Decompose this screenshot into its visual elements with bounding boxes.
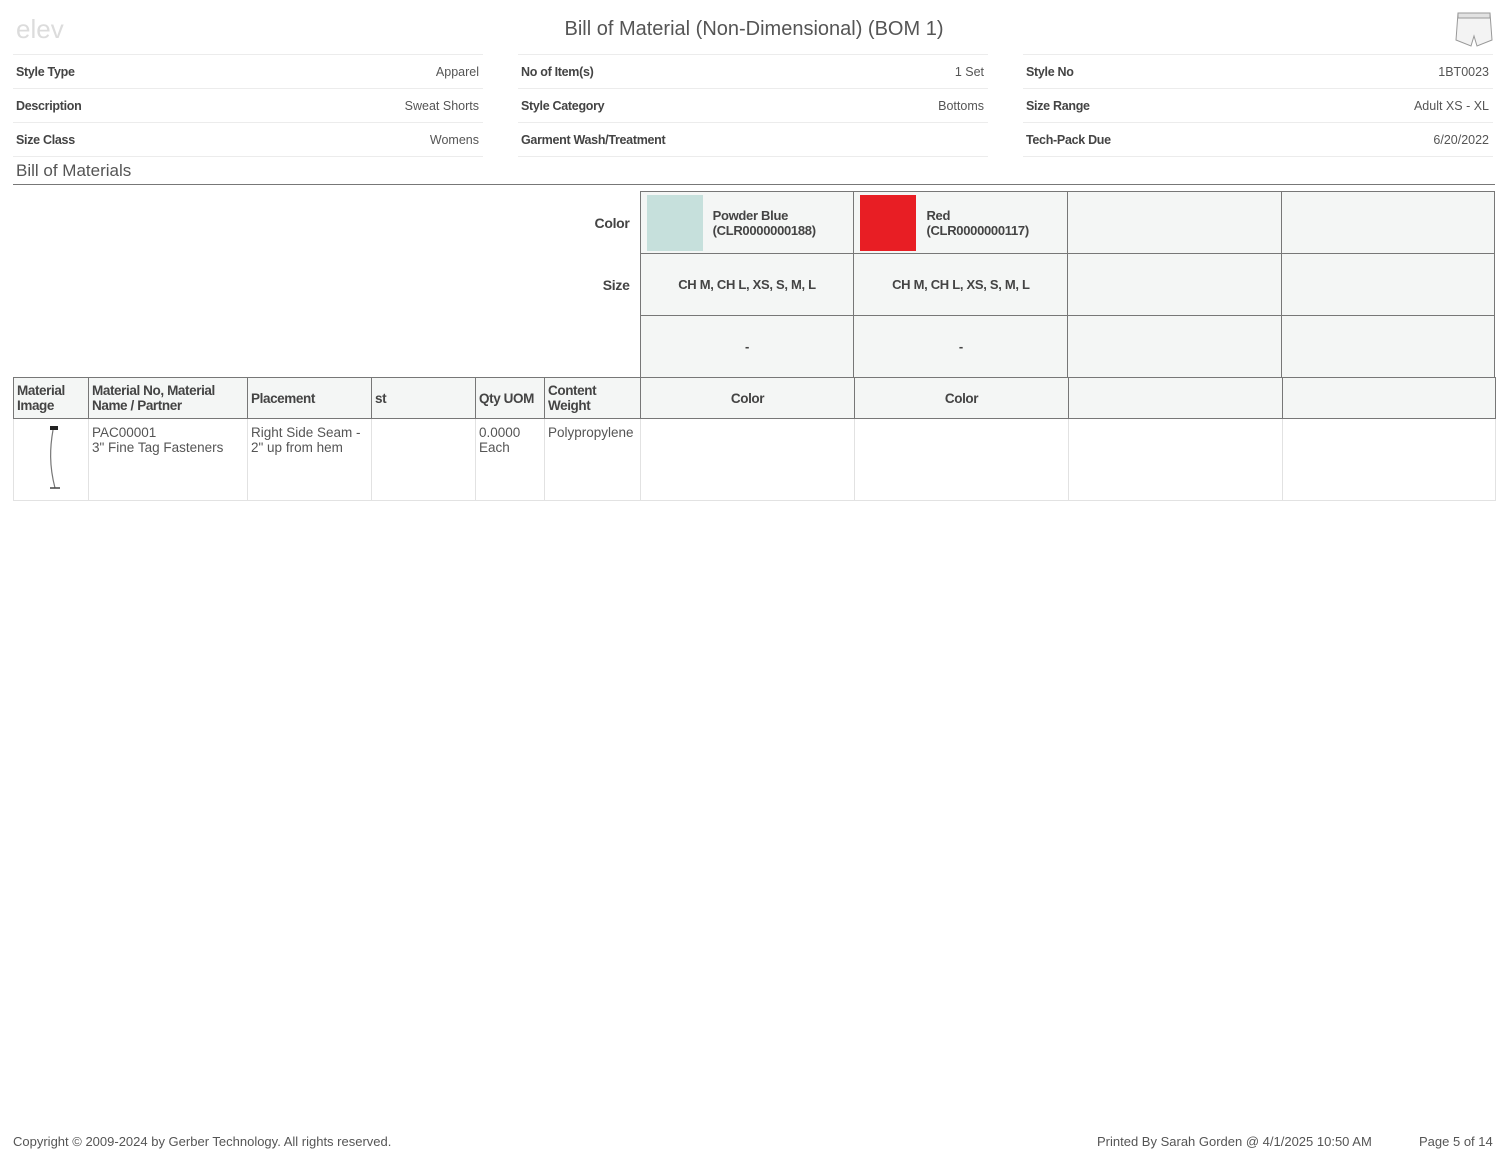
- empty-extra-cell: [1067, 315, 1281, 377]
- size-list: CH M, CH L, XS, S, M, L: [640, 253, 854, 315]
- material-image-cell: [14, 419, 89, 501]
- bom-table: [13, 377, 1496, 501]
- colorway-value-cell: [1283, 419, 1496, 501]
- meta-column-1: [13, 54, 483, 157]
- meta-value: Womens: [429, 132, 479, 147]
- material-no: PAC00001: [92, 425, 157, 440]
- header-content-weight: Content Weight: [545, 378, 641, 419]
- meta-row-style-category: [518, 88, 988, 122]
- header-material-image: Material Image: [14, 378, 89, 419]
- header-empty: [1069, 378, 1283, 419]
- logo-text: elev: [16, 14, 64, 44]
- meta-column-3: [1023, 54, 1493, 157]
- extra-row-label: [13, 315, 640, 377]
- colorway-red: [853, 191, 1067, 253]
- colorway-header: [13, 191, 1495, 377]
- section-title: Bill of Materials: [16, 161, 132, 180]
- footer-printed-by: Printed By Sarah Gorden @ 4/1/2025 10:50 AM: [1097, 1134, 1372, 1149]
- tag-fastener-image: [17, 425, 86, 491]
- meta-value: Apparel: [435, 64, 479, 79]
- meta-label: Tech-Pack Due: [1026, 132, 1111, 147]
- meta-row-size-range: [1023, 88, 1493, 122]
- colorway-powder-blue: [640, 191, 854, 253]
- colorway-value-cell: [641, 419, 855, 501]
- meta-label: Description: [16, 98, 82, 113]
- header-material: Material No, Material Name / Partner: [89, 378, 248, 419]
- colorway-code: (CLR0000000117): [926, 222, 1029, 238]
- color-swatch: [647, 195, 703, 251]
- meta-label: No of Item(s): [521, 64, 594, 79]
- header-colorway-color: Color: [855, 378, 1069, 419]
- extra-value: -: [853, 315, 1067, 377]
- colorway-value-cell: [1069, 419, 1283, 501]
- section-divider: [13, 184, 1495, 185]
- page-title: Bill of Material (Non-Dimensional) (BOM 1): [564, 18, 944, 40]
- color-swatch: [860, 195, 916, 251]
- qty-uom-cell: [476, 419, 545, 501]
- size-row: [13, 253, 1495, 315]
- empty-colorway-cell: [1281, 191, 1495, 253]
- meta-label: Size Class: [16, 132, 75, 147]
- garment-thumbnail: [1452, 10, 1496, 50]
- footer-page-number: Page 5 of 14: [1419, 1134, 1493, 1149]
- placement-cell: Right Side Seam - 2" up from hem: [248, 419, 372, 501]
- size-list: CH M, CH L, XS, S, M, L: [853, 253, 1067, 315]
- meta-row-style-type: [13, 54, 483, 88]
- meta-row-tech-pack-due: [1023, 122, 1493, 157]
- table-header-row: [14, 378, 1496, 419]
- colorway-value-cell: [855, 419, 1069, 501]
- header-colorway-color: Color: [641, 378, 855, 419]
- empty-size-cell: [1281, 253, 1495, 315]
- header-empty: [1283, 378, 1496, 419]
- color-row-label: Color: [594, 215, 630, 231]
- color-row: [13, 191, 1495, 253]
- meta-row-garment-wash: [518, 122, 988, 157]
- meta-value: Sweat Shorts: [404, 98, 479, 113]
- meta-label: Style Type: [16, 64, 75, 79]
- table-row: [14, 419, 1496, 501]
- extra-row: [13, 315, 1495, 377]
- uom-value: Each: [479, 440, 510, 455]
- meta-label: Style No: [1026, 64, 1074, 79]
- material-cell: [89, 419, 248, 501]
- meta-value: Adult XS - XL: [1413, 98, 1489, 113]
- empty-colorway-cell: [1067, 191, 1281, 253]
- content-cell: Polypropylene: [545, 419, 641, 501]
- colorway-name: Red: [926, 207, 951, 223]
- meta-row-size-class: [13, 122, 483, 157]
- meta-label: Style Category: [521, 98, 605, 113]
- footer-copyright: Copyright © 2009-2024 by Gerber Technology. All rights reserved.: [13, 1134, 392, 1149]
- meta-row-style-no: [1023, 54, 1493, 88]
- meta-label: Size Range: [1026, 98, 1090, 113]
- extra-value: -: [640, 315, 854, 377]
- meta-value: 1 Set: [954, 64, 984, 79]
- header-qty-uom: Qty UOM: [476, 378, 545, 419]
- meta-value: 6/20/2022: [1433, 132, 1489, 147]
- st-cell: [372, 419, 476, 501]
- qty-value: 0.0000: [479, 425, 521, 440]
- meta-value: Bottoms: [938, 98, 984, 113]
- meta-row-description: [13, 88, 483, 122]
- meta-row-no-of-items: [518, 54, 988, 88]
- material-name: 3" Fine Tag Fasteners: [92, 440, 224, 455]
- size-row-label: Size: [602, 277, 630, 293]
- empty-size-cell: [1067, 253, 1281, 315]
- empty-extra-cell: [1281, 315, 1495, 377]
- header-st: st: [372, 378, 476, 419]
- meta-label: Garment Wash/Treatment: [521, 132, 666, 147]
- colorway-code: (CLR0000000188): [712, 222, 816, 238]
- meta-value: 1BT0023: [1438, 64, 1489, 79]
- header-placement: Placement: [248, 378, 372, 419]
- meta-column-2: [518, 54, 988, 157]
- colorway-name: Powder Blue: [712, 207, 789, 223]
